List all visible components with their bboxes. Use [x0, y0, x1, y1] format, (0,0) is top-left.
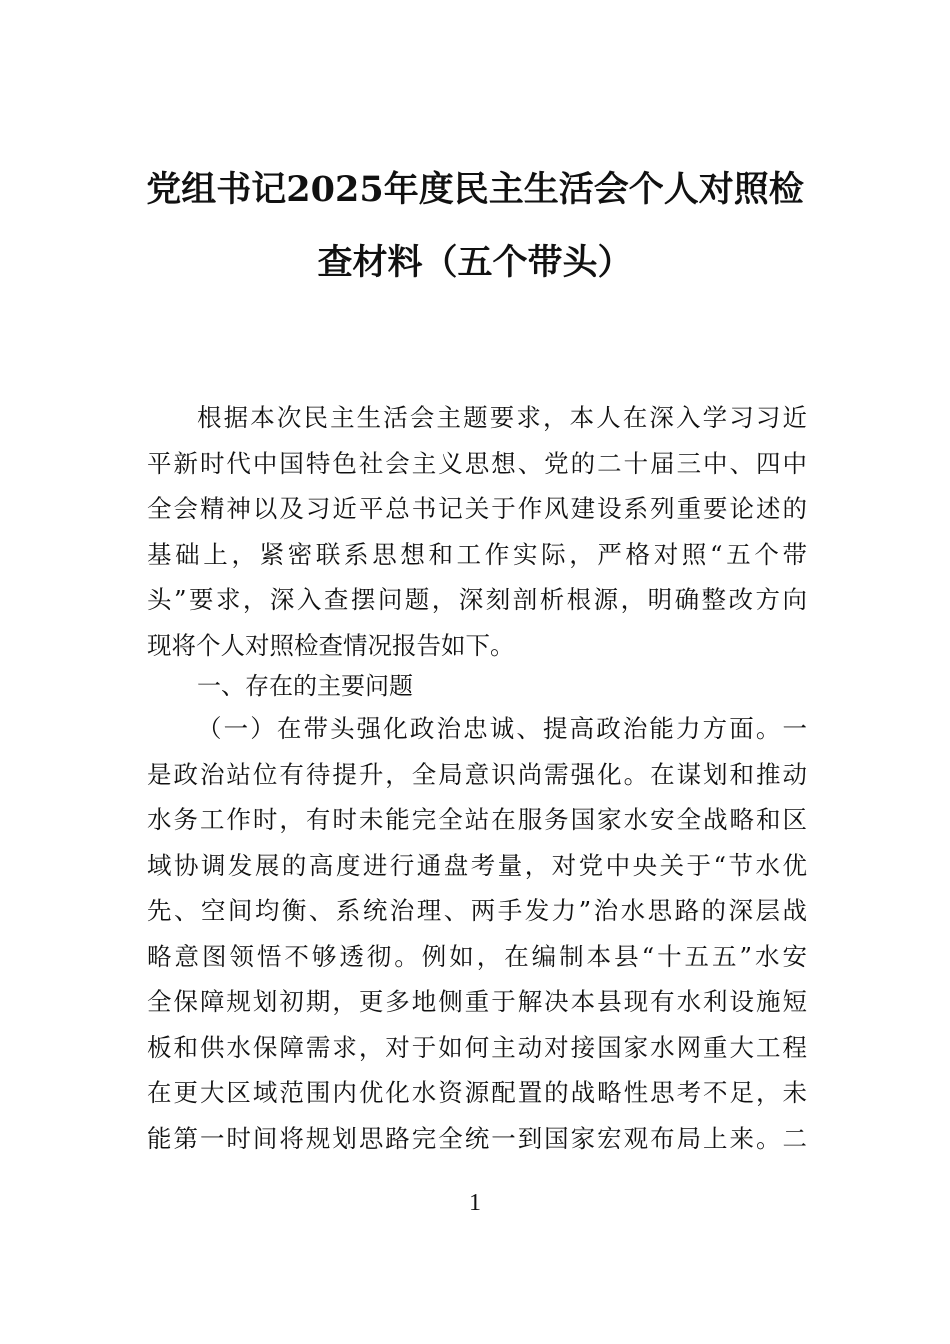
- paragraph-line: 板和供水保障需求，对于如何主动对接国家水网重大工程: [147, 1032, 807, 1062]
- section-heading: 一、存在的主要问题: [197, 672, 413, 700]
- intro-paragraph: [147, 395, 807, 668]
- paragraph-line: 略意图领悟不够透彻。例如，在编制本县“十五五”水安: [147, 941, 807, 971]
- document-title-line-2: 查材料（五个带头）: [317, 242, 633, 283]
- paragraph-line: 根据本次民主生活会主题要求，本人在深入学习习近: [197, 403, 807, 432]
- paragraph-line: 全保障规划初期，更多地侧重于解决本县现有水利设施短: [147, 987, 807, 1016]
- paragraph-line: 域协调发展的高度进行通盘考量，对党中央关于“节水优: [147, 850, 807, 880]
- page-number: 1: [469, 1190, 481, 1216]
- paragraph-line: 能第一时间将规划思路完全统一到国家宏观布局上来。二: [147, 1123, 807, 1153]
- paragraph-line: 先、空间均衡、系统治理、两手发力”治水思路的深层战: [147, 896, 807, 925]
- paragraph-line: 基础上，紧密联系思想和工作实际，严格对照“五个带: [147, 539, 807, 569]
- paragraph-line: 在更大区域范围内优化水资源配置的战略性思考不足，未: [147, 1078, 807, 1107]
- paragraph-line: 是政治站位有待提升，全局意识尚需强化。在谋划和推动: [147, 759, 807, 789]
- document-title-line-1: 党组书记2025年度民主生活会个人对照检: [146, 169, 804, 210]
- section-paragraph: [147, 706, 807, 1161]
- paragraph-line: 现将个人对照检查情况报告如下。: [147, 630, 515, 660]
- paragraph-line: 全会精神以及习近平总书记关于作风建设系列重要论述的: [147, 494, 807, 523]
- paragraph-line: 平新时代中国特色社会主义思想、党的二十届三中、四中: [147, 448, 807, 478]
- paragraph-line: 头”要求，深入查摆问题，深刻剖析根源，明确整改方向: [147, 585, 807, 614]
- paragraph-line: 水务工作时，有时未能完全站在服务国家水安全战略和区: [147, 805, 807, 834]
- paragraph-line: （一）在带头强化政治忠诚、提高政治能力方面。一: [197, 714, 807, 743]
